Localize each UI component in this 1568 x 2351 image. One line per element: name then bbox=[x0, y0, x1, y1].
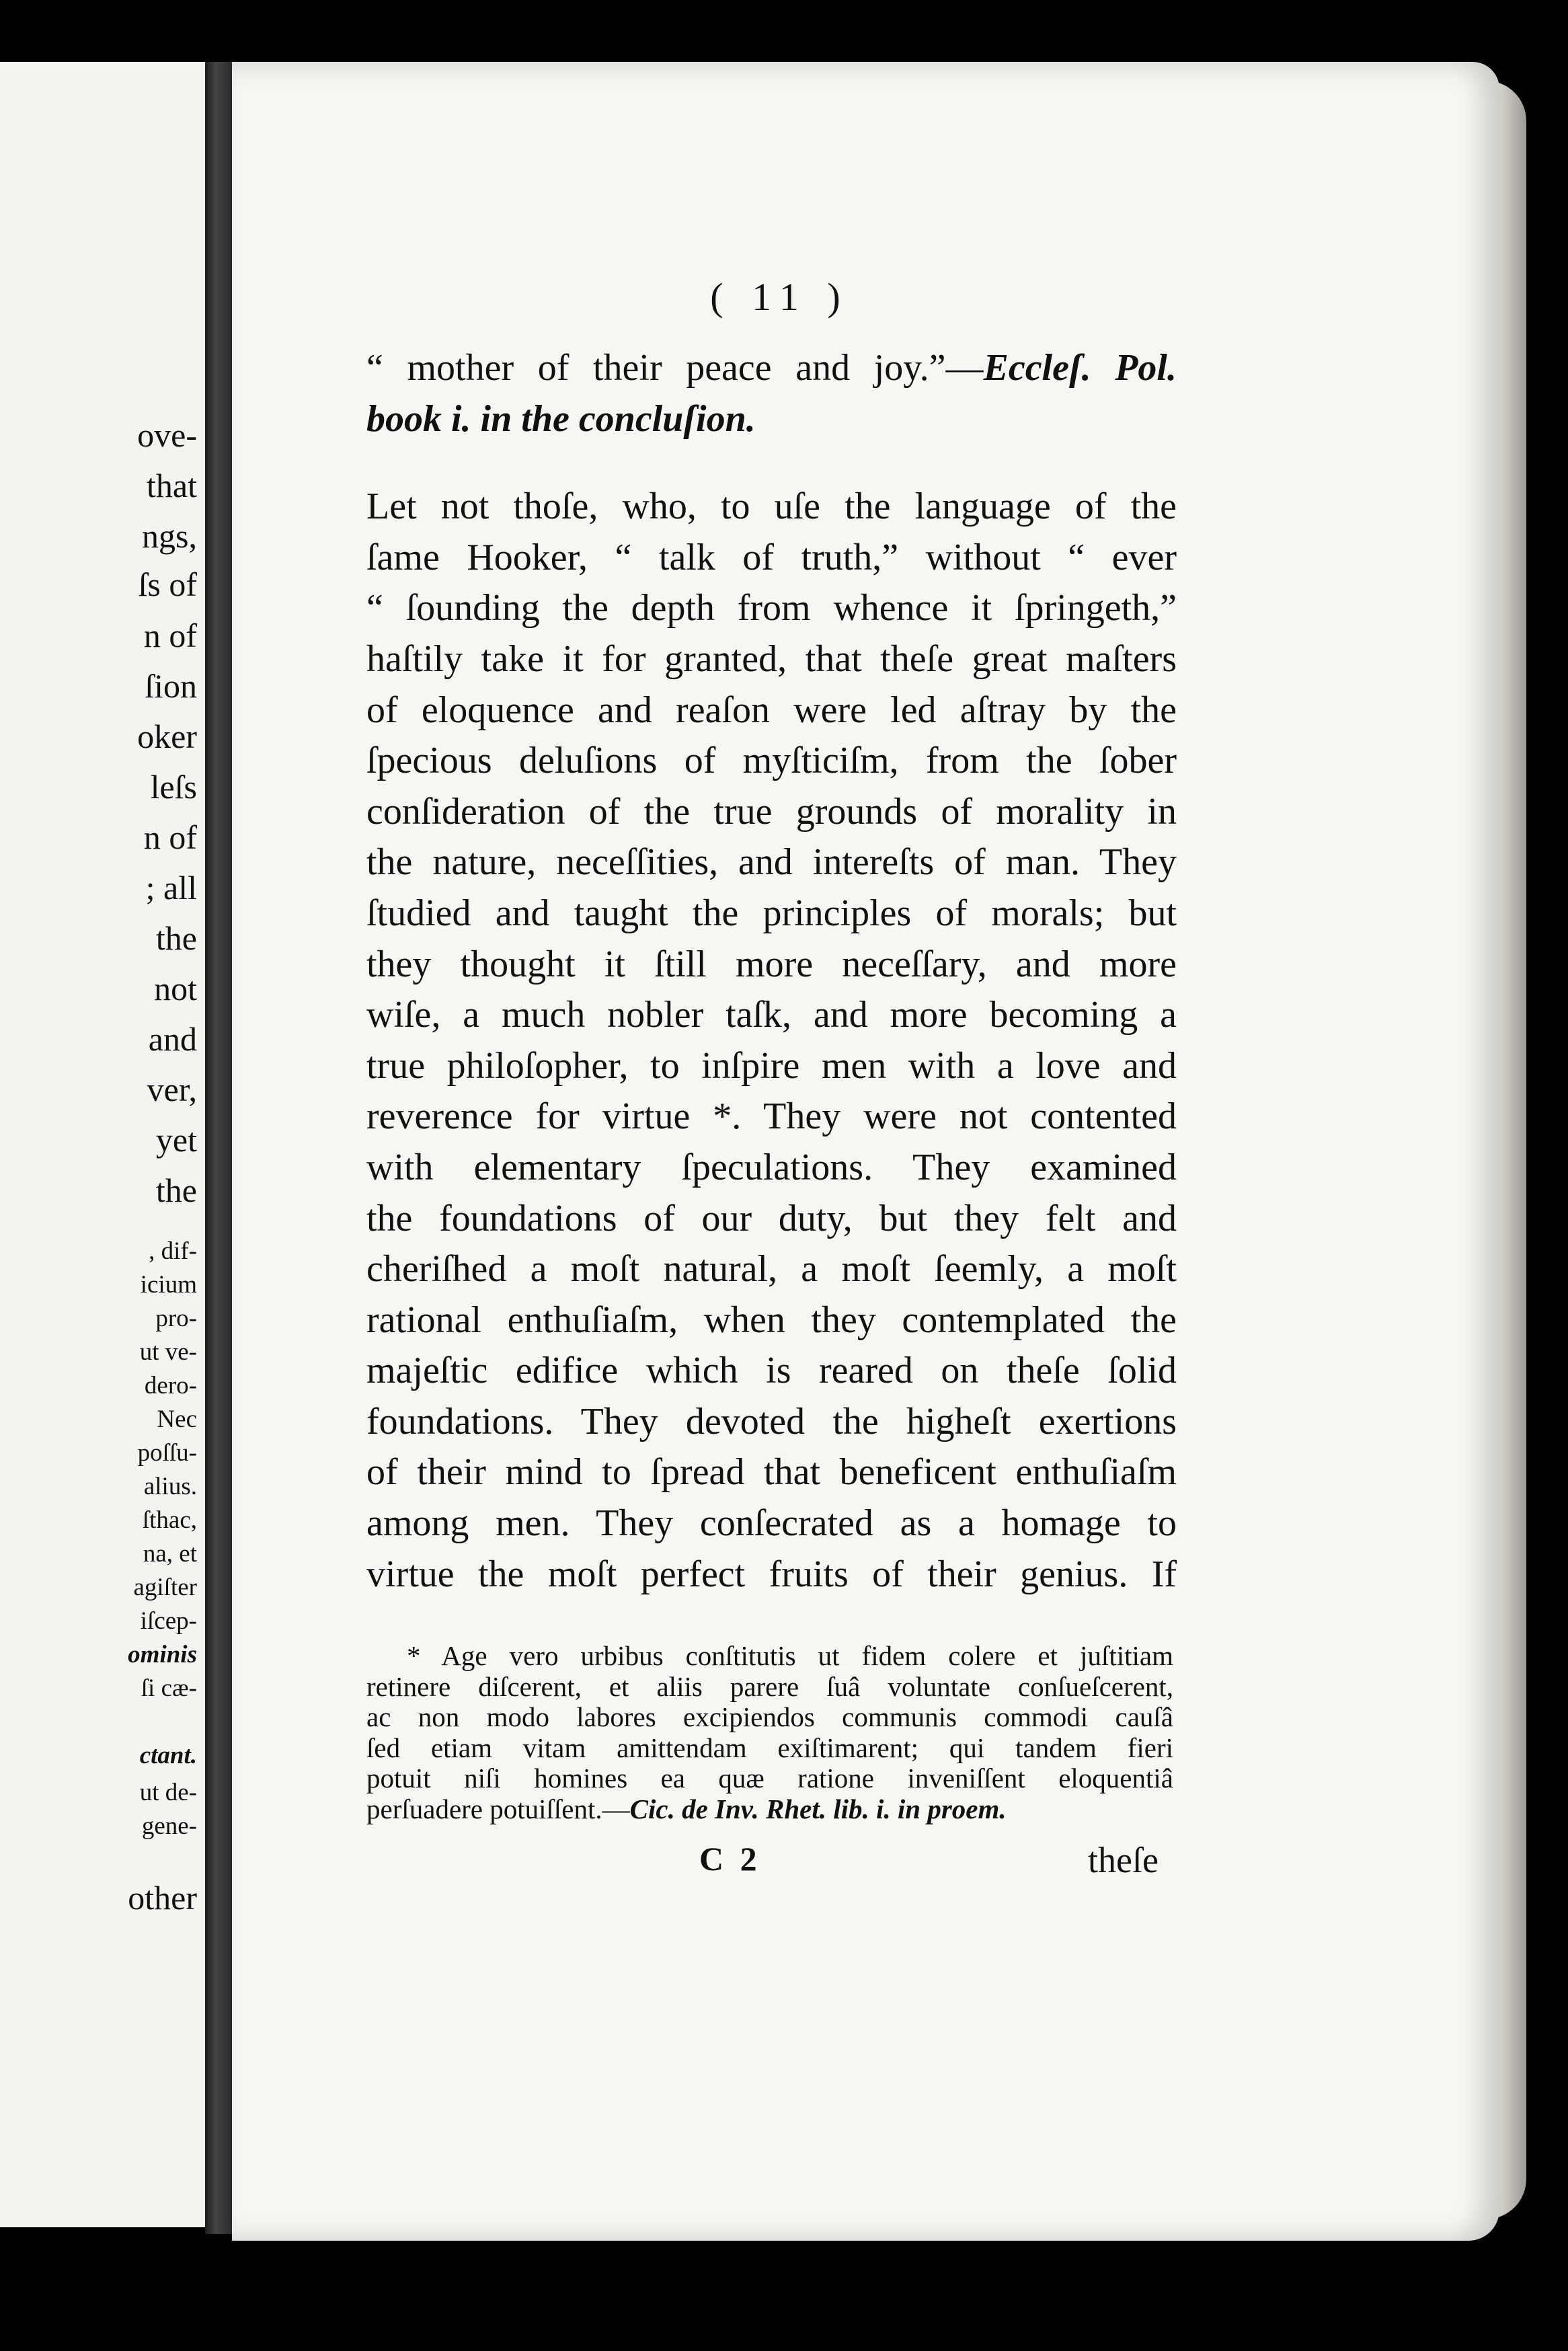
facing-page-line: ; all bbox=[145, 869, 197, 907]
footnote-line: potuit niſi homines ea quæ ratione inveniſſent eloquentiâ bbox=[366, 1763, 1173, 1794]
facing-page-line: the bbox=[155, 919, 197, 957]
text-line: foundations. They devoted the higheſt exertions bbox=[366, 1400, 1177, 1442]
text-line: wiſe, a much nobler taſk, and more becoming a bbox=[366, 994, 1177, 1036]
facing-page-line: ver, bbox=[147, 1071, 197, 1108]
facing-page-line: oker bbox=[137, 718, 197, 755]
facing-page-note-line: , dif- bbox=[149, 1237, 197, 1265]
footnote-citation: Cic. de Inv. Rhet. lib. i. in proem. bbox=[629, 1793, 1007, 1824]
text-line: among men. They conſecrated as a homage to bbox=[366, 1502, 1177, 1545]
facing-page-line: leſs bbox=[150, 768, 197, 806]
text-line: they thought it ſtill more neceſſary, and more bbox=[366, 943, 1177, 985]
text-line: majeſtic edifice which is reared on theſe ſolid bbox=[366, 1350, 1177, 1392]
catchword: theſe bbox=[1088, 1840, 1159, 1880]
text-line: cheriſhed a moſt natural, a moſt ſeemly, a moſt bbox=[366, 1248, 1177, 1290]
facing-page-line: ngs, bbox=[142, 517, 197, 555]
footnote-line: perſuadere potuiſſent.—Cic. de Inv. Rhet. lib. i. in proem. bbox=[366, 1793, 1007, 1824]
facing-page-line: the bbox=[155, 1171, 197, 1209]
body-text bbox=[366, 343, 1177, 1600]
facing-page-note-line: gene- bbox=[141, 1812, 197, 1840]
text-line: virtue the moſt perfect fruits of their genius. If bbox=[366, 1553, 1177, 1595]
text-line: of their mind to ſpread that beneficent enthuſiaſm bbox=[366, 1451, 1177, 1494]
text-line: the nature, neceſſities, and intereſts of man. They bbox=[366, 841, 1177, 884]
facing-page-line: that bbox=[147, 467, 197, 504]
facing-page-note-line: poſſu- bbox=[137, 1439, 197, 1467]
facing-page-line: not bbox=[154, 970, 197, 1007]
facing-page-note-line: na, et bbox=[143, 1540, 197, 1568]
facing-page-note-line: icium bbox=[140, 1271, 197, 1299]
text-line: with elementary ſpeculations. They examined bbox=[366, 1146, 1177, 1188]
signature-mark: C 2 bbox=[699, 1840, 761, 1878]
text-line: Let not thoſe, who, to uſe the language of the bbox=[366, 486, 1177, 528]
facing-page-line: n of bbox=[143, 818, 197, 856]
facing-page-note-line: ut ve- bbox=[139, 1338, 197, 1366]
facing-page-note-line: ctant. bbox=[139, 1742, 197, 1769]
facing-page-catchword: other bbox=[128, 1879, 197, 1917]
facing-page-note-line: alius. bbox=[143, 1473, 197, 1500]
footnote-line: * Age vero urbibus conſtitutis ut fidem colere et juſtitiam bbox=[407, 1640, 1173, 1671]
text-line: “ mother of their peace and joy.”—Eccleſ. Pol. bbox=[366, 347, 1177, 389]
footnote-line: ſed etiam vitam amittendam exiſtimarent; qui tandem fieri bbox=[366, 1732, 1173, 1763]
facing-page-note-line: pro- bbox=[155, 1305, 197, 1332]
text-line: conſideration of the true grounds of morality in bbox=[366, 790, 1177, 833]
facing-page-note-line: dero- bbox=[144, 1372, 197, 1399]
facing-page-note-line: Nec bbox=[157, 1405, 197, 1433]
footnote-line: ac non modo labores excipiendos communis commodi cauſâ bbox=[366, 1701, 1173, 1732]
facing-page-line: ſion bbox=[145, 667, 197, 705]
text-line: book i. in the concluſion. bbox=[366, 397, 756, 440]
facing-page-note-line: ſthac, bbox=[142, 1506, 197, 1534]
text-line: “ ſounding the depth from whence it ſpringeth,” bbox=[366, 587, 1177, 629]
facing-page-line: ove- bbox=[137, 416, 197, 454]
facing-page-note-line: ominis bbox=[128, 1641, 197, 1668]
facing-page-note-line: agiſter bbox=[133, 1574, 197, 1601]
footnote bbox=[366, 1641, 1173, 1824]
facing-page-line: n of bbox=[143, 617, 197, 654]
facing-page-note-line: ut de- bbox=[139, 1779, 197, 1806]
facing-page-note-line: ſi cæ- bbox=[141, 1674, 197, 1702]
text-line: haſtily take it for granted, that theſe great maſters bbox=[366, 638, 1177, 680]
text-line: reverence for virtue *. They were not contented bbox=[366, 1095, 1177, 1138]
facing-page-line: and bbox=[148, 1020, 197, 1058]
facing-page-line: ſs of bbox=[138, 566, 197, 603]
facing-page-note-line: iſcep- bbox=[140, 1607, 197, 1635]
text-line: ſtudied and taught the principles of morals; but bbox=[366, 892, 1177, 934]
text-line: true philoſopher, to inſpire men with a love and bbox=[366, 1044, 1177, 1087]
book-gutter bbox=[205, 62, 232, 2234]
text-line: ſpecious deluſions of myſticiſm, from the ſober bbox=[366, 740, 1177, 782]
text-line: rational enthuſiaſm, when they contemplated the bbox=[366, 1299, 1177, 1341]
text-line: of eloquence and reaſon were led aſtray by the bbox=[366, 689, 1177, 731]
facing-page bbox=[0, 62, 205, 2227]
text-line: the foundations of our duty, but they felt and bbox=[366, 1197, 1177, 1239]
page-number: ( 11 ) bbox=[710, 275, 850, 319]
footnote-line: retinere diſcerent, et aliis parere ſuâ voluntate conſueſcerent, bbox=[366, 1670, 1173, 1702]
facing-page-line: yet bbox=[155, 1121, 197, 1159]
citation-italic: Eccleſ. Pol. bbox=[983, 347, 1177, 389]
text-line: ſame Hooker, “ talk of truth,” without “ ever bbox=[366, 536, 1177, 578]
